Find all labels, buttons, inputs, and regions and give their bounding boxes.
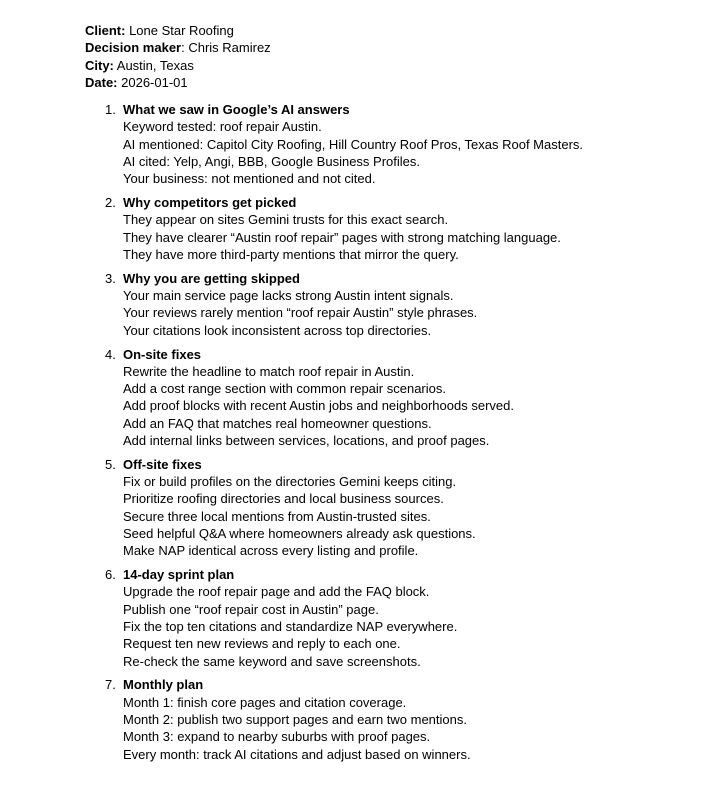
section-number: 7.: [105, 677, 116, 693]
section-number: 3.: [105, 270, 116, 286]
section-number: 6.: [105, 567, 116, 583]
section-body: [123, 101, 677, 187]
section-line: Publish one “roof repair cost in Austin” page.: [123, 601, 379, 617]
section-line: Month 1: finish core pages and citation coverage.: [123, 694, 407, 710]
section-getting-skipped: [105, 270, 677, 339]
numbered-list: [85, 101, 677, 763]
section-line: Fix the top ten citations and standardize NAP everywhere.: [123, 619, 458, 634]
section-body: [123, 194, 677, 263]
section-line: AI mentioned: Capitol City Roofing, Hill Country Roof Pros, Texas Roof Masters.: [123, 136, 584, 152]
header-field-label: Client:: [85, 23, 126, 38]
section-line: Make NAP identical across every listing and profile.: [123, 543, 419, 559]
header-field-label: City:: [85, 57, 114, 73]
section-line: Month 2: publish two support pages and earn two mentions.: [123, 711, 467, 727]
section-line: Re-check the same keyword and save screenshots.: [123, 653, 421, 669]
section-line: They have more third-party mentions that mirror the query.: [123, 247, 459, 263]
section-title: 14-day sprint plan: [123, 567, 235, 583]
section-number: 5.: [105, 456, 116, 472]
section-number: 1.: [105, 102, 116, 118]
header-field-value: Austin, Texas: [113, 57, 194, 73]
header-field-value: 2026-01-01: [117, 74, 188, 90]
section-line: They have clearer “Austin roof repair” pages with strong matching language.: [123, 229, 561, 245]
section-line: AI cited: Yelp, Angi, BBB, Google Business Profiles.: [123, 154, 421, 170]
section-line: Your citations look inconsistent across top directories.: [123, 322, 432, 338]
section-line: Seed helpful Q&A where homeowners already ask questions.: [123, 526, 476, 542]
section-offsite-fixes: [105, 456, 677, 560]
header-field-city: [85, 57, 677, 74]
section-line: Add a cost range section with common repair scenarios.: [123, 381, 446, 397]
section-number: 2.: [105, 195, 116, 211]
section-line: They appear on sites Gemini trusts for this exact search.: [123, 212, 449, 228]
section-line: Every month: track AI citations and adjust based on winners.: [123, 746, 471, 762]
section-sprint-plan: [105, 566, 677, 670]
section-line: Secure three local mentions from Austin-trusted sites.: [123, 508, 431, 524]
section-title: On-site fixes: [123, 346, 202, 362]
section-body: [123, 456, 677, 560]
section-line: Upgrade the roof repair page and add the FAQ block.: [123, 584, 430, 600]
section-line: Your main service page lacks strong Austin intent signals.: [123, 288, 454, 304]
section-line: Rewrite the headline to match roof repair in Austin.: [123, 363, 415, 379]
header-field-label: Date:: [85, 74, 118, 90]
section-line: Month 3: expand to nearby suburbs with proof pages.: [123, 729, 431, 745]
section-body: [123, 676, 677, 762]
header-field-client: [85, 22, 677, 39]
section-line: Keyword tested: roof repair Austin.: [123, 119, 322, 135]
section-body: [123, 346, 677, 450]
section-onsite-fixes: [105, 346, 677, 450]
section-line: Request ten new reviews and reply to each one.: [123, 636, 401, 652]
section-title: Off-site fixes: [123, 456, 202, 472]
section-title: Monthly plan: [123, 677, 204, 693]
section-line: Add internal links between services, locations, and proof pages.: [123, 433, 490, 449]
section-title: Why you are getting skipped: [123, 270, 300, 286]
section-line: Add an FAQ that matches real homeowner questions.: [123, 415, 432, 431]
document-header: [85, 22, 677, 91]
section-line: Add proof blocks with recent Austin jobs and neighborhoods served.: [123, 398, 514, 414]
section-line: Fix or build profiles on the directories Gemini keeps citing.: [123, 474, 457, 490]
section-line: Your business: not mentioned and not cited.: [123, 171, 376, 187]
section-competitors: [105, 194, 677, 263]
header-field-label: Decision maker: [85, 40, 182, 56]
header-field-decision-maker: [85, 39, 677, 56]
section-line: Prioritize roofing directories and local business sources.: [123, 491, 444, 507]
header-field-value: : Chris Ramirez: [181, 40, 271, 56]
section-monthly-plan: [105, 676, 677, 762]
section-line: Your reviews rarely mention “roof repair Austin” style phrases.: [123, 305, 478, 321]
header-field-value: Lone Star Roofing: [125, 23, 234, 38]
header-field-date: [85, 74, 677, 91]
section-number: 4.: [105, 346, 116, 362]
section-ai-answers: [105, 101, 677, 187]
section-body: [123, 270, 677, 339]
section-title: Why competitors get picked: [123, 195, 297, 211]
section-body: [123, 566, 677, 670]
section-title: What we saw in Google’s AI answers: [123, 102, 350, 118]
